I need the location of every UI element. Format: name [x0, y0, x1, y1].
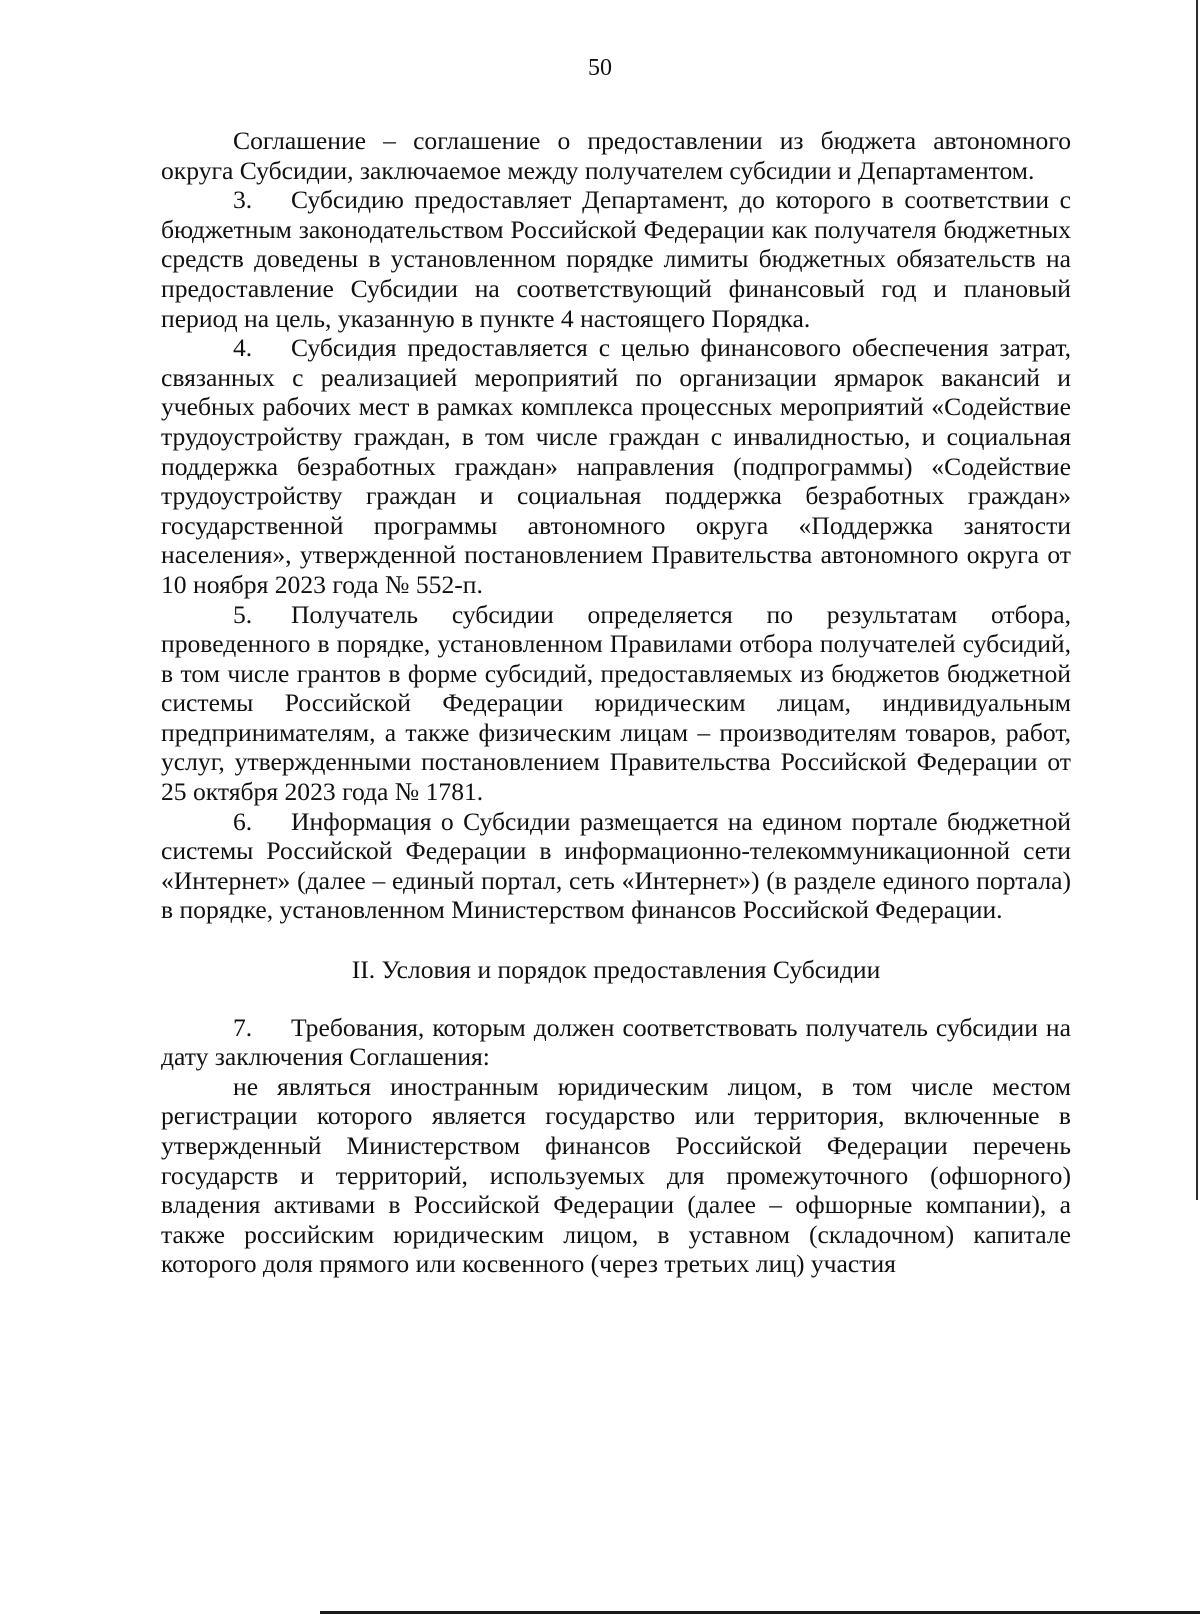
- paragraph: [161, 333, 1071, 599]
- paragraph-text: Субсидию предоставляет Департамент, до которого в соответствии с бюджетным законодательством Российской Федерации как получателя бюджетных средств доведены в установленном порядке лимиты бюджетных обязательств на предоставление Субсидии на соответствующий финансовый год и плановый период на цель, указанную в пункте 4 настоящего Порядка.: [161, 185, 1071, 333]
- section-heading: II. Условия и порядок предоставления Субсидии: [351, 955, 881, 985]
- scan-edge-bottom: [320, 1611, 1200, 1614]
- paragraph-number: 3.: [233, 185, 253, 215]
- paragraph-text: Соглашение – соглашение о предоставлении из бюджета автономного округа Субсидии, заключаемое между получателем субсидии и Департаментом.: [161, 126, 1071, 185]
- paragraph: [161, 600, 1071, 807]
- paragraph: [161, 126, 1071, 185]
- paragraph-text: Получатель субсидии определяется по результатам отбора, проведенного в порядке, установленном Правилами отбора получателей субсидий, в том числе грантов в форме субсидий, предоставляемых из бюджетов бюджетной системы Российской Федерации юридическим лицам, индивидуальным предпринимателям, а также физическим лицам – производителям товаров, работ, услуг, утвержденными постановлением Правительства Российской Федерации от 25 октября 2023 года № 1781.: [161, 599, 1071, 807]
- paragraphs-before: [161, 126, 1071, 925]
- paragraph-number: 6.: [233, 806, 253, 836]
- paragraph-number: 5.: [233, 599, 253, 629]
- paragraph: [161, 1072, 1071, 1279]
- paragraph-text: Информация о Субсидии размещается на едином портале бюджетной системы Российской Федерации в информационно-телекоммуникационной сети «Интернет» (далее – единый портал, сеть «Интернет») (в разделе единого портала) в порядке, установленном Министерством финансов Российской Федерации.: [161, 806, 1071, 925]
- page-number: 50: [588, 55, 612, 81]
- paragraph: [161, 807, 1071, 925]
- paragraph-number: 7.: [233, 1012, 253, 1042]
- scan-edge-right: [1196, 0, 1198, 1200]
- paragraph-text: Субсидия предоставляется с целью финансового обеспечения затрат, связанных с реализацией мероприятий по организации ярмарок вакансий и учебных рабочих мест в рамках комплекса процессных мероприятий «Содействие трудоустройству граждан, в том числе граждан с инвалидностью, и социальная поддержка безработных граждан» направления (подпрограммы) «Содействие трудоустройству граждан и социальная поддержка безработных граждан» государственной программы автономного округа «Поддержка занятости населения», утвержденной постановлением Правительства автономного округа от 10 ноября 2023 года № 552-п.: [161, 333, 1071, 599]
- paragraph: [161, 185, 1071, 333]
- paragraph-text: Требования, которым должен соответствовать получатель субсидии на дату заключения Соглашения:: [161, 1012, 1071, 1072]
- paragraph-text: не являться иностранным юридическим лицом, в том числе местом регистрации которого является государство или территория, включенные в утвержденный Министерством финансов Российской Федерации перечень государств и территорий, используемых для промежуточного (офшорного) владения активами в Российской Федерации (далее – офшорные компании), а также российским юридическим лицом, в уставном (складочном) капитале которого доля прямого или косвенного (через третьих лиц) участия: [161, 1071, 1071, 1279]
- paragraphs-after: [161, 1013, 1071, 1279]
- document-body: [161, 126, 1071, 1279]
- paragraph-number: 4.: [233, 333, 253, 363]
- paragraph: [161, 1013, 1071, 1072]
